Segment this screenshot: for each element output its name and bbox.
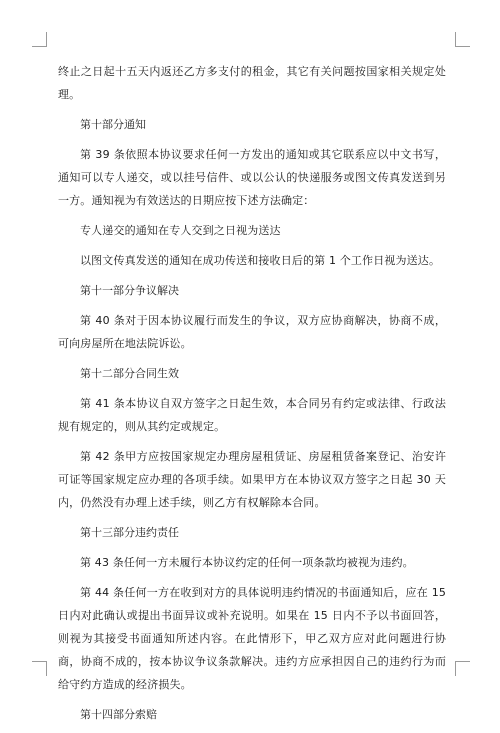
section-heading-effectiveness: 第十二部分合同生效 bbox=[80, 367, 179, 380]
document-body bbox=[58, 60, 446, 733]
article-40: 第 40 条对于因本协议履行而发生的争议，双方应协商解决，协商不成，可向房屋所在地法院诉讼。 bbox=[58, 314, 446, 350]
article-39: 第 39 条依照本协议要求任何一方发出的通知或其它联系应以中文书写，通知可以专人递交，或以挂号信件、或以公认的快递服务或图文传真发送到另一方。通知视为有效送达的日期应按下述方法确定： bbox=[58, 148, 446, 207]
crop-mark-top-left bbox=[32, 32, 47, 47]
paragraph-continuation: 终止之日起十五天内返还乙方多支付的租金，其它有关问题按国家相关规定处理。 bbox=[58, 65, 446, 101]
section-heading-dispute: 第十一部分争议解决 bbox=[80, 284, 179, 297]
section-heading-notice: 第十部分通知 bbox=[80, 118, 146, 131]
section-heading-claims: 第十四部分索赔 bbox=[80, 708, 157, 721]
article-41: 第 41 条本协议自双方签字之日起生效，本合同另有约定或法律、行政法规有规定的，则从其约定或规定。 bbox=[58, 397, 446, 433]
article-44: 第 44 条任何一方在收到对方的具体说明违约情况的书面通知后，应在 15 日内对此确认或提出书面异议或补充说明。如果在 15 日内不予以书面回答，则视为其接受书面通知所述内容。在此情形下，甲乙双方应对此问题进行协商，协商不成的，按本协议争议条款解决。违约方应承担因自己的违约行为而给守约方造成的经济损失。 bbox=[58, 586, 446, 691]
crop-mark-top-right bbox=[455, 32, 470, 47]
article-43: 第 43 条任何一方未履行本协议约定的任何一项条款均被视为违约。 bbox=[80, 556, 414, 569]
article-42: 第 42 条甲方应按国家规定办理房屋租赁证、房屋租赁备案登记、治安许可证等国家规定应办理的各项手续。如果甲方在本协议双方签字之日起 30 天内，仍然没有办理上述手续，则乙方有权解除本合同。 bbox=[58, 450, 446, 509]
paragraph-fax-delivery: 以图文传真发送的通知在成功传送和接收日后的第 1 个工作日视为送达。 bbox=[80, 254, 441, 267]
section-heading-breach: 第十三部分违约责任 bbox=[80, 526, 179, 539]
crop-mark-bottom-right bbox=[455, 661, 470, 676]
paragraph-personal-delivery: 专人递交的通知在专人交到之日视为送达 bbox=[80, 224, 281, 237]
crop-mark-bottom-left bbox=[32, 661, 47, 676]
